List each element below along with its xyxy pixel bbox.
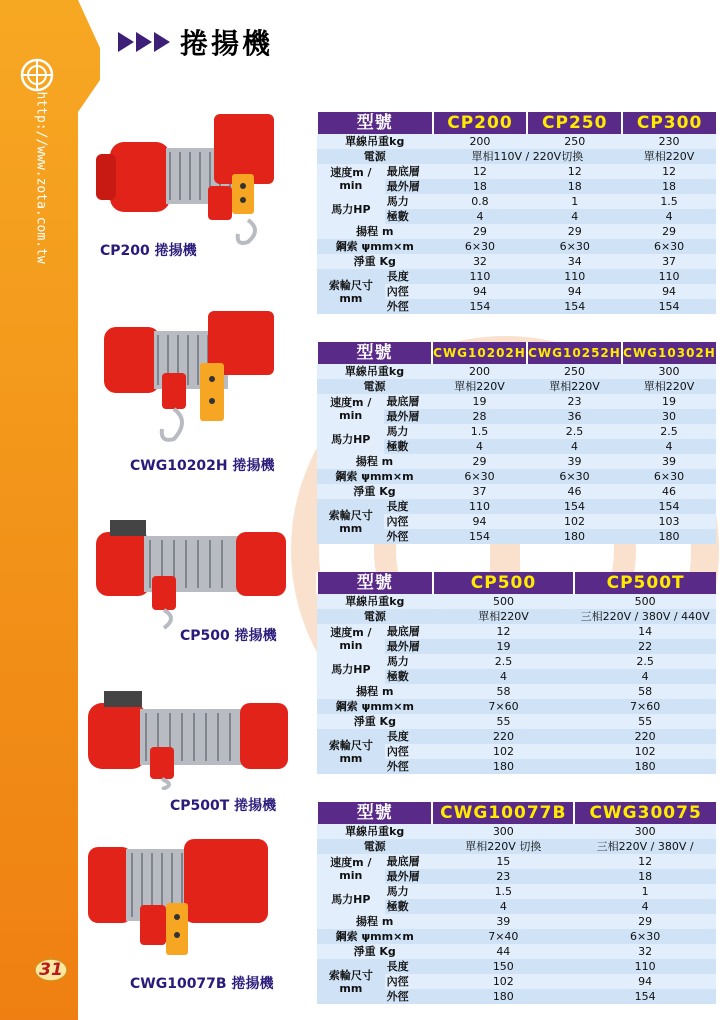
outer-layer-label: 最外層 xyxy=(385,639,433,654)
spec-value: 12 xyxy=(574,854,716,869)
spec-value: 18 xyxy=(622,179,716,194)
spec-row xyxy=(317,364,716,379)
spec-value: 500 xyxy=(574,594,716,609)
outer-dia-label: 外徑 xyxy=(385,759,433,774)
model-cell: CWG10302H xyxy=(622,342,716,364)
model-cell: CWG30075 xyxy=(574,802,716,824)
spec-value: 19 xyxy=(622,394,716,409)
model-cell: CP500T xyxy=(574,572,716,594)
spec-value: 6×30 xyxy=(433,239,528,254)
net-weight-label: 淨重 Kg xyxy=(317,484,432,499)
spec-value: 23 xyxy=(432,869,574,884)
spec-value: 102 xyxy=(574,744,716,759)
horsepower-label: 馬力HP xyxy=(317,884,385,914)
spec-value: 37 xyxy=(432,484,527,499)
spec-value: 2.5 xyxy=(574,654,716,669)
spec-value: 6×30 xyxy=(527,469,622,484)
spec-value: 300 xyxy=(574,824,716,839)
spec-value: 29 xyxy=(433,224,528,239)
spec-value: 154 xyxy=(622,299,716,314)
drum-size-label xyxy=(317,729,385,774)
power-label: 電源 xyxy=(317,839,432,854)
cp500t-winch-image xyxy=(88,685,288,790)
spec-value: 220 xyxy=(433,729,575,744)
spec-row xyxy=(317,839,716,854)
length-label: 長度 xyxy=(385,269,433,284)
spec-row xyxy=(317,944,716,959)
spec-row xyxy=(317,469,716,484)
spec-value: 110 xyxy=(574,959,716,974)
spec-value: 12 xyxy=(527,164,622,179)
spec-value: 7×60 xyxy=(574,699,716,714)
cwg10202h-winch-image xyxy=(96,305,286,455)
spec-value: 23 xyxy=(527,394,622,409)
poles-label: 極數 xyxy=(384,439,432,454)
spec-row xyxy=(317,854,716,869)
spec-value: 19 xyxy=(432,394,527,409)
spec-value: 1 xyxy=(527,194,622,209)
spec-value: 32 xyxy=(433,254,528,269)
spec-table-cp500 xyxy=(316,572,716,774)
spec-value: 4 xyxy=(433,209,528,224)
cp500-winch-image xyxy=(96,510,286,630)
drum-size-label xyxy=(317,959,385,1004)
model-cell: CWG10202H xyxy=(432,342,527,364)
spec-table-cwg10202h xyxy=(316,342,716,544)
spec-row xyxy=(317,914,716,929)
spec-value: 18 xyxy=(433,179,528,194)
cp500-caption: CP500 捲揚機 xyxy=(180,628,277,644)
spec-value: 154 xyxy=(622,499,716,514)
model-header-cell: 型號 xyxy=(317,112,433,134)
spec-row xyxy=(317,134,716,149)
cp500t-caption: CP500T 捲揚機 xyxy=(170,798,277,814)
spec-row xyxy=(317,959,716,974)
spec-value: 150 xyxy=(432,959,574,974)
spec-value: 230 xyxy=(622,134,716,149)
rope-label: 鋼索 ψmm×m xyxy=(317,929,432,944)
drum-size-label xyxy=(317,499,384,544)
speed-label: 速度m / min xyxy=(317,394,384,424)
spec-row xyxy=(317,239,716,254)
bottom-layer-label: 最底層 xyxy=(385,854,433,869)
spec-row xyxy=(317,424,716,439)
sidebar xyxy=(0,0,100,1020)
spec-value: 6×30 xyxy=(432,469,527,484)
rated-load-label: 單線吊重kg xyxy=(317,824,432,839)
bottom-layer-label: 最底層 xyxy=(385,164,433,179)
spec-row xyxy=(317,484,716,499)
poles-label: 極數 xyxy=(385,899,433,914)
power-label: 電源 xyxy=(317,149,433,164)
model-header-cell: 型號 xyxy=(317,572,433,594)
spec-value: 2.5 xyxy=(622,424,716,439)
spec-row xyxy=(317,149,716,164)
spec-value: 94 xyxy=(622,284,716,299)
speed-label: 速度m / min xyxy=(317,624,385,654)
length-label: 長度 xyxy=(385,959,433,974)
spec-value: 三相220V / 380V / xyxy=(574,839,716,854)
outer-layer-label: 最外層 xyxy=(385,179,433,194)
spec-value: 102 xyxy=(527,514,622,529)
length-label: 長度 xyxy=(384,499,432,514)
drum-size-text: 索輪尺寸 xyxy=(328,278,373,292)
spec-value: 500 xyxy=(433,594,575,609)
spec-value: 180 xyxy=(622,529,716,544)
spec-value: 29 xyxy=(574,914,716,929)
page-number-text: 31 xyxy=(39,960,63,980)
horsepower-label: 馬力HP xyxy=(317,194,385,224)
inner-dia-label: 內徑 xyxy=(385,744,433,759)
cwg10077b-caption: CWG10077B 捲揚機 xyxy=(130,976,274,992)
model-cell: CP200 xyxy=(433,112,528,134)
spec-value: 2.5 xyxy=(433,654,575,669)
spec-value: 6×30 xyxy=(622,469,716,484)
outer-layer-label: 最外層 xyxy=(384,409,432,424)
spec-value: 22 xyxy=(574,639,716,654)
spec-header-row xyxy=(317,572,716,594)
spec-value: 29 xyxy=(432,454,527,469)
spec-value: 29 xyxy=(527,224,622,239)
drum-unit-text: mm xyxy=(339,291,363,305)
spec-value: 94 xyxy=(433,284,528,299)
spec-row xyxy=(317,269,716,284)
lift-label: 揚程 m xyxy=(317,454,432,469)
spec-row xyxy=(317,684,716,699)
drum-unit-text: mm xyxy=(339,521,363,535)
spec-value: 200 xyxy=(432,364,527,379)
spec-row xyxy=(317,454,716,469)
spec-value: 6×30 xyxy=(574,929,716,944)
cp200-caption: CP200 捲揚機 xyxy=(100,243,197,259)
spec-value: 102 xyxy=(433,744,575,759)
spec-row xyxy=(317,379,716,394)
spec-value: 4 xyxy=(432,439,527,454)
net-weight-label: 淨重 Kg xyxy=(317,254,433,269)
spec-value: 250 xyxy=(527,364,622,379)
spec-value: 單相110V / 220V切換 xyxy=(433,149,623,164)
outer-dia-label: 外徑 xyxy=(385,989,433,1004)
spec-value: 220 xyxy=(574,729,716,744)
spec-value: 34 xyxy=(527,254,622,269)
rated-load-label: 單線吊重kg xyxy=(317,364,432,379)
poles-label: 極數 xyxy=(385,669,433,684)
model-cell: CWG10077B xyxy=(432,802,574,824)
lift-label: 揚程 m xyxy=(317,224,433,239)
spec-value: 6×30 xyxy=(527,239,622,254)
spec-value: 15 xyxy=(432,854,574,869)
spec-value: 180 xyxy=(527,529,622,544)
spec-value: 12 xyxy=(433,624,575,639)
spec-value: 110 xyxy=(527,269,622,284)
model-header-cell: 型號 xyxy=(317,802,432,824)
model-cell: CP250 xyxy=(527,112,622,134)
spec-value: 7×40 xyxy=(432,929,574,944)
model-header-cell: 型號 xyxy=(317,342,432,364)
triangle-arrows-icon xyxy=(118,32,170,52)
speed-label: 速度m / min xyxy=(317,854,385,884)
model-cell: CP500 xyxy=(433,572,575,594)
length-label: 長度 xyxy=(385,729,433,744)
spec-value: 19 xyxy=(433,639,575,654)
power-label: 電源 xyxy=(317,609,433,624)
spec-value: 4 xyxy=(527,209,622,224)
cwg10077b-winch-image xyxy=(88,835,268,960)
spec-row xyxy=(317,194,716,209)
spec-value: 三相220V / 380V / 440V xyxy=(574,609,716,624)
spec-value: 103 xyxy=(622,514,716,529)
spec-value: 39 xyxy=(622,454,716,469)
spec-value: 180 xyxy=(433,759,575,774)
spec-value: 39 xyxy=(527,454,622,469)
outer-dia-label: 外徑 xyxy=(384,529,432,544)
spec-value: 30 xyxy=(622,409,716,424)
spec-value: 94 xyxy=(574,974,716,989)
spec-value: 44 xyxy=(432,944,574,959)
website-url[interactable] xyxy=(10,91,70,275)
page-title: 捲揚機 xyxy=(180,27,274,60)
spec-value: 102 xyxy=(432,974,574,989)
spec-row xyxy=(317,729,716,744)
spec-value: 55 xyxy=(574,714,716,729)
net-weight-label: 淨重 Kg xyxy=(317,944,432,959)
spec-value: 1.5 xyxy=(622,194,716,209)
spec-header-row xyxy=(317,112,716,134)
spec-value: 58 xyxy=(433,684,575,699)
spec-value: 154 xyxy=(432,529,527,544)
spec-value: 2.5 xyxy=(527,424,622,439)
spec-row xyxy=(317,929,716,944)
inner-dia-label: 內徑 xyxy=(385,974,433,989)
lift-label: 揚程 m xyxy=(317,684,433,699)
spec-row xyxy=(317,499,716,514)
hp-label: 馬力 xyxy=(385,194,433,209)
spec-row xyxy=(317,884,716,899)
spec-value: 1.5 xyxy=(432,424,527,439)
spec-value: 單相220V xyxy=(433,609,575,624)
spec-value: 4 xyxy=(622,439,716,454)
horsepower-label: 馬力HP xyxy=(317,424,384,454)
spec-row xyxy=(317,699,716,714)
net-weight-label: 淨重 Kg xyxy=(317,714,433,729)
rated-load-label: 單線吊重kg xyxy=(317,134,433,149)
spec-value: 12 xyxy=(622,164,716,179)
spec-header-row xyxy=(317,802,716,824)
lift-label: 揚程 m xyxy=(317,914,432,929)
inner-dia-label: 內徑 xyxy=(384,514,432,529)
spec-row xyxy=(317,624,716,639)
spec-value: 46 xyxy=(622,484,716,499)
spec-value: 154 xyxy=(574,989,716,1004)
spec-value: 18 xyxy=(527,179,622,194)
spec-value: 4 xyxy=(432,899,574,914)
hp-label: 馬力 xyxy=(385,654,433,669)
spec-value: 4 xyxy=(574,899,716,914)
drum-size-text: 索輪尺寸 xyxy=(328,968,373,982)
spec-value: 180 xyxy=(574,759,716,774)
outer-dia-label: 外徑 xyxy=(385,299,433,314)
spec-value: 6×30 xyxy=(622,239,716,254)
bottom-layer-label: 最底層 xyxy=(385,624,433,639)
spec-value: 39 xyxy=(432,914,574,929)
model-cell: CP300 xyxy=(622,112,716,134)
spec-value: 單相220V 切換 xyxy=(432,839,574,854)
drum-size-label xyxy=(317,269,385,314)
spec-value: 37 xyxy=(622,254,716,269)
speed-label: 速度m / min xyxy=(317,164,385,194)
cp200-winch-image xyxy=(96,100,286,250)
rope-label: 鋼索 ψmm×m xyxy=(317,239,433,254)
bottom-layer-label: 最底層 xyxy=(384,394,432,409)
spec-row xyxy=(317,824,716,839)
power-label: 電源 xyxy=(317,379,432,394)
rope-label: 鋼索 ψmm×m xyxy=(317,699,433,714)
spec-row xyxy=(317,394,716,409)
spec-value: 200 xyxy=(433,134,528,149)
spec-value: 4 xyxy=(622,209,716,224)
spec-value: 110 xyxy=(622,269,716,284)
spec-value: 154 xyxy=(527,299,622,314)
spec-value: 1 xyxy=(574,884,716,899)
hp-label: 馬力 xyxy=(384,424,432,439)
spec-row xyxy=(317,594,716,609)
horsepower-label: 馬力HP xyxy=(317,654,385,684)
spec-value: 32 xyxy=(574,944,716,959)
spec-value: 94 xyxy=(432,514,527,529)
website-url-text: http://www.zota.com.tw xyxy=(33,91,49,264)
spec-row xyxy=(317,164,716,179)
poles-label: 極數 xyxy=(385,209,433,224)
spec-value: 154 xyxy=(527,499,622,514)
spec-value: 28 xyxy=(432,409,527,424)
spec-value: 29 xyxy=(622,224,716,239)
spec-value: 250 xyxy=(527,134,622,149)
spec-row xyxy=(317,254,716,269)
spec-value: 300 xyxy=(622,364,716,379)
spec-value: 300 xyxy=(432,824,574,839)
spec-value: 7×60 xyxy=(433,699,575,714)
spec-value: 4 xyxy=(574,669,716,684)
spec-table-cwg10077b xyxy=(316,802,716,1004)
spec-value: 單相220V xyxy=(622,149,716,164)
spec-value: 154 xyxy=(433,299,528,314)
spec-row xyxy=(317,654,716,669)
zota-logo-icon xyxy=(20,58,54,92)
drum-unit-text: mm xyxy=(339,981,363,995)
rated-load-label: 單線吊重kg xyxy=(317,594,433,609)
drum-size-text: 索輪尺寸 xyxy=(328,738,373,752)
spec-value: 4 xyxy=(433,669,575,684)
drum-size-text: 索輪尺寸 xyxy=(328,508,373,522)
spec-table-cp200 xyxy=(316,112,716,314)
spec-value: 55 xyxy=(433,714,575,729)
outer-layer-label: 最外層 xyxy=(385,869,433,884)
spec-row xyxy=(317,714,716,729)
spec-value: 4 xyxy=(527,439,622,454)
spec-row xyxy=(317,224,716,239)
spec-value: 180 xyxy=(432,989,574,1004)
spec-value: 14 xyxy=(574,624,716,639)
spec-value: 單相220V xyxy=(527,379,622,394)
spec-value: 1.5 xyxy=(432,884,574,899)
spec-value: 94 xyxy=(527,284,622,299)
spec-row xyxy=(317,609,716,624)
spec-value: 單相220V xyxy=(432,379,527,394)
drum-unit-text: mm xyxy=(339,751,363,765)
page-number xyxy=(34,957,68,983)
hp-label: 馬力 xyxy=(385,884,433,899)
cwg10202h-caption: CWG10202H 捲揚機 xyxy=(130,458,275,474)
page-header xyxy=(118,24,273,60)
spec-value: 單相220V xyxy=(622,379,716,394)
spec-value: 110 xyxy=(433,269,528,284)
spec-value: 36 xyxy=(527,409,622,424)
inner-dia-label: 內徑 xyxy=(385,284,433,299)
spec-value: 46 xyxy=(527,484,622,499)
spec-value: 110 xyxy=(432,499,527,514)
spec-value: 12 xyxy=(433,164,528,179)
spec-value: 0.8 xyxy=(433,194,528,209)
spec-value: 18 xyxy=(574,869,716,884)
rope-label: 鋼索 ψmm×m xyxy=(317,469,432,484)
spec-value: 58 xyxy=(574,684,716,699)
spec-header-row xyxy=(317,342,716,364)
model-cell: CWG10252H xyxy=(527,342,622,364)
